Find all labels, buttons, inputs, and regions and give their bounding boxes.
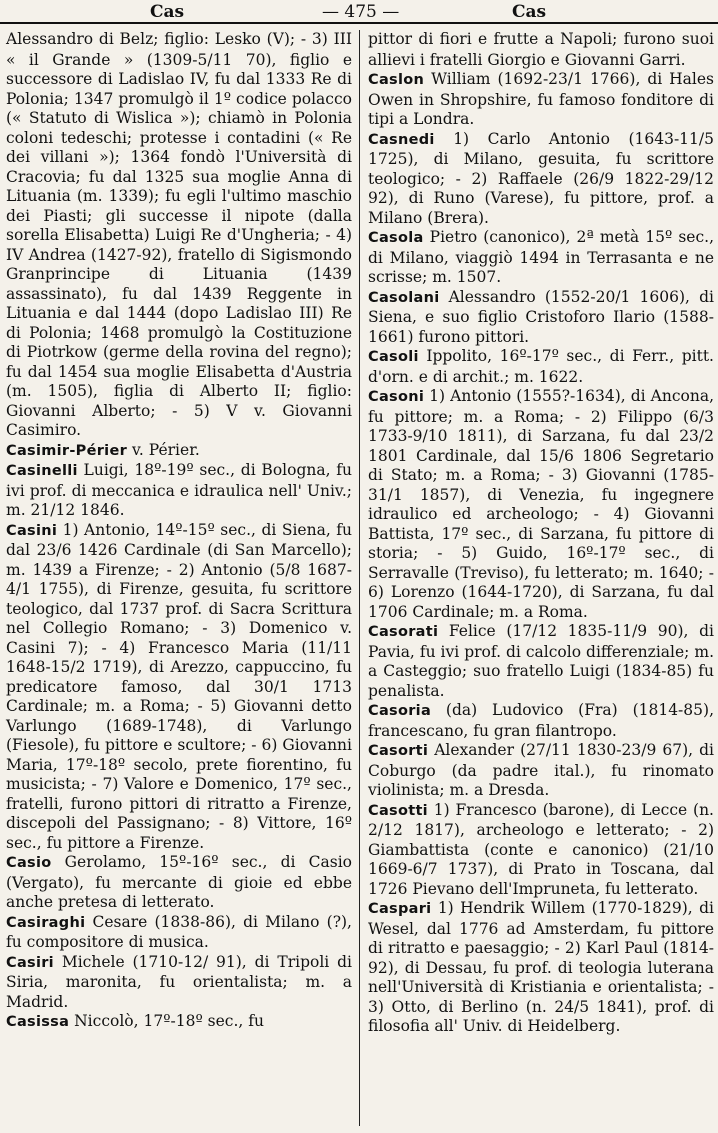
- entry: Casio Gerolamo, 15º-16º sec., di Casio (Vergato), fu mercante di gioie ed ebbe anche pretesa di letterato.: [6, 853, 352, 911]
- header-left: Cas: [150, 2, 185, 22]
- entry-headword: Casoria: [368, 703, 432, 719]
- entry: Casola Pietro (canonico), 2ª metà 15º sec., di Milano, viaggiò 1494 in Terrasanta e ne scrisse; m. 1507.: [368, 228, 714, 286]
- entry: Casorati Felice (17/12 1835-11/9 90), di Pavia, fu ivi prof. di calcolo differenziale; m. a Casteggio; suo fratello Luigi (1834-85) fu penalista.: [368, 622, 714, 700]
- entry-headword: Casotti: [368, 802, 428, 819]
- entry: Casotti 1) Francesco (barone), di Lecce (n. 2/12 1817), archeologo e letterato; - 2) Giambattista (conte e canonico) (21/10 1669-6/7 1737), di Prato in Toscana, dal 1726 Pievano dell'Impruneta, fu letterato.: [368, 800, 714, 898]
- entry: pittor di fiori e frutte a Napoli; furono suoi allievi i fratelli Giorgio e Giovanni Garri.: [368, 30, 714, 69]
- entry: Caspari 1) Hendrik Willem (1770-1829), di Wesel, dal 1776 ad Amsterdam, fu pittore di ritratto e paesaggio; - 2) Karl Paul (1814-92), di Dessau, fu prof. di teologia luterana nell'Università di Kristiania e orientalista; - 3) Otto, di Berlino (n. 24/5 1841), prof. di filosofia all' Univ. di Heidelberg.: [368, 899, 714, 1035]
- entry-headword: Casolani: [368, 289, 440, 306]
- entry: Alessandro di Belz; figlio: Lesko (V); - 3) III « il Grande » (1309-5/11 70), figlio e successore di Ladislao IV, fu dal 1333 Re di Polonia; 1347 promulgò il 1º codice polacco (« Statuto di Wislica »); chiamò in Polonia coloni tedeschi; protesse i contadini (« Re dei villani »); 1364 fondò l'Università di Cracovia; fu dal 1325 sua moglie Anna di Lituania (m. 1339); fu egli l'ultimo maschio dei Piasti; gli successe il nipote (dalla sorella Elisabetta) Luigi Re d'Ungheria; - 4) IV Andrea (1427-92), fratello di Sigismondo Granprincipe di Lituania (1439 assassinato), fu dal 1439 Reggente in Lituania e dal 1444 (dopo Ladislao III) Re di Polonia; 1468 promulgò la Costituzione di Piotrkow (germe della rovina del regno); fu dal 1454 sua moglie Elisabetta d'Austria (m. 1505), figlia di Alberto II; figlio: Giovanni Alberto; - 5) V v. Giovanni Casimiro.: [6, 30, 352, 439]
- entry-headword: Casoli: [368, 349, 419, 365]
- entry-headword: Casorati: [368, 624, 439, 640]
- entry: Casoria (da) Ludovico (Fra) (1814-85), francescano, fu gran filantropo.: [368, 701, 714, 740]
- entry-headword: Caspari: [368, 901, 432, 917]
- entry-headword: Casio: [6, 855, 52, 871]
- entry: Casoli Ippolito, 16º-17º sec., di Ferr., pitt. d'orn. e di archit.; m. 1622.: [368, 347, 714, 386]
- page-number: — 475 —: [322, 2, 400, 22]
- header-right: Cas: [512, 2, 547, 22]
- entry-headword: Casissa: [6, 1014, 70, 1030]
- entry: Casinelli Luigi, 18º-19º sec., di Bologna, fu ivi prof. di meccanica e idraulica nell' Univ.; m. 21/12 1846.: [6, 461, 352, 519]
- entry-headword: Casoni: [368, 389, 425, 405]
- entry-headword: Casola: [368, 230, 424, 246]
- entry-headword: Casiraghi: [6, 914, 86, 931]
- column-divider: [359, 30, 360, 1126]
- entry: Casimir-Périer v. Périer.: [6, 440, 200, 459]
- entry-headword: Casini: [6, 522, 58, 539]
- entry: Casissa Niccolò, 17º-18º sec., fu: [6, 1012, 264, 1030]
- entry-headword: Casnedi: [368, 131, 435, 148]
- page-header: [0, 0, 718, 24]
- entry-headword: Casorti: [368, 743, 429, 759]
- entry-headword: Casiri: [6, 954, 54, 971]
- entry: Casolani Alessandro (1552-20/1 1606), di Siena, e suo figlio Cristoforo Ilario (1588-1661) furono pittori.: [368, 287, 714, 346]
- entry: Casoni 1) Antonio (1555?-1634), di Ancona, fu pittore; m. a Roma; - 2) Filippo (6/3 1733-9/10 1811), di Sarzana, fu dal 23/2 1801 Cardinale, dal 15/6 1806 Segretario di Stato; m. a Roma; - 3) Giovanni (1785-31/1 1857), di Venezia, fu ingegnere idraulico ed archeologo; - 4) Giovanni Battista, 17º sec., di Sarzana, fu pittore di storia; - 5) Guido, 16º-17º sec., di Serravalle (Treviso), fu letterato; m. 1640; - 6) Lorenzo (1644-1720), di Sarzana, fu dal 1706 Cardinale; m. a Roma.: [368, 387, 714, 621]
- entry-headword: Casimir-Périer: [6, 442, 128, 459]
- entry: Casorti Alexander (27/11 1830-23/9 67), di Coburgo (da padre ital.), fu rinomato violinista; m. a Dresda.: [368, 741, 714, 799]
- entry: Casnedi 1) Carlo Antonio (1643-11/5 1725), di Milano, gesuita, fu scrittore teologico; - 2) Raffaele (26/9 1822-29/12 92), di Runo (Varese), fu pittore, prof. a Milano (Brera).: [368, 129, 714, 227]
- right-column: [368, 30, 714, 1037]
- entry: Casini 1) Antonio, 14º-15º sec., di Siena, fu dal 23/6 1426 Cardinale (di San Marcello); m. 1439 a Firenze; - 2) Antonio (5/8 1687-4/1 1755), di Firenze, gesuita, fu scrittore teologico, dal 1737 prof. di Sacra Scrittura nel Collegio Romano; - 3) Domenico v. Casini 7); - 4) Francesco Maria (11/11 1648-15/2 1719), di Arezzo, cappuccino, fu predicatore famoso, dal 30/1 1713 Cardinale; m. a Roma; - 5) Giovanni detto Varlungo (1689-1748), di Varlungo (Fiesole), fu pittore e scultore; - 6) Giovanni Maria, 17º-18º secolo, prete fiorentino, fu musicista; - 7) Valore e Domenico, 17º sec., fratelli, furono pittori di ritratto a Firenze, discepoli del Passignano; - 8) Vittore, 16º sec., fu pittore a Firenze.: [6, 520, 352, 852]
- entry: Casiri Michele (1710-12/ 91), di Tripoli di Siria, maronita, fu orientalista; m. a Madrid.: [6, 952, 352, 1011]
- entry: Casiraghi Cesare (1838-86), di Milano (?), fu compositore di musica.: [6, 912, 352, 951]
- entry: Caslon William (1692-23/1 1766), di Hales Owen in Shropshire, fu famoso fonditore di tipi a Londra.: [368, 70, 714, 128]
- entry-headword: Caslon: [368, 72, 425, 88]
- left-column: [6, 30, 352, 1033]
- entry-headword: Casinelli: [6, 463, 78, 479]
